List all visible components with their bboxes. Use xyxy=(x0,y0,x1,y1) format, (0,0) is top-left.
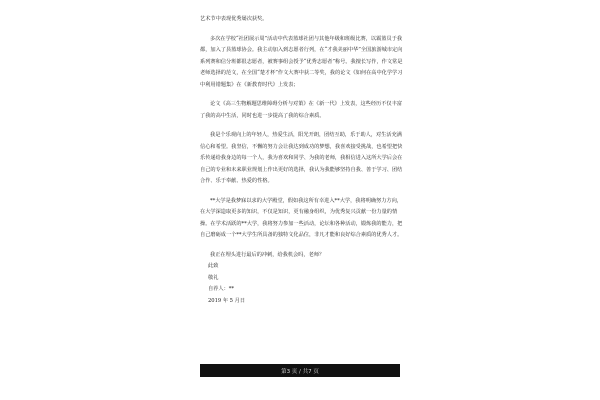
signature-line: 自荐人：** xyxy=(208,286,234,292)
paragraph-4: 我是个乐观向上的年轻人，热爱生活，阳光开朗，团结互助，乐于助人，对生活充满信心和希望。我坚信，不懈的努力会让我达到成功的梦想，我喜欢接受挑战，也希望把快乐传递给我身边的每一个人，我为喜欢和同学、为我的老师，我相信进入这所大学后会在自己的专业和未来职业规划上作出更好的选择，我认为我能够坚持自我、善于学习、团结合作、乐于奉献、热爱的性格。 xyxy=(200,132,403,184)
page-indicator-bar xyxy=(200,364,400,377)
paragraph-3: 论文《高三生物解题思维障碍分析与对策》在《新一代》上发表，这些经历不仅丰富了我的高中生活，同时也进一步提高了我的综合素质。 xyxy=(200,101,402,119)
paragraph-6: 我正在埋头进行最后的冲刺，给我机会吗，老师？ xyxy=(210,251,325,258)
page-indicator: 第3 页 / 共7 页 xyxy=(281,368,319,375)
paragraph-2: 多次在学校“社团展示周”活动中代表篮球社团与其他年级和班级比赛，以霸篮员于我都，加入了县篮球协会。我主动加入到志愿者行列，在“才我美丽中华”全国旅游城市定向系列赛和信分班都很志愿者，被赛事组会授予“优秀志愿者”称号。我擅长写作，作文常是老师选择的范文，在全国“楚才杯”作文大赛中获二等奖，我的论文《如何在高中化学学习中利用错题集》在《新教育时代》上发表； xyxy=(200,35,403,88)
paragraph-1: 艺术节中表现优秀屡次获奖。 xyxy=(200,16,268,22)
closing-regards: 敬礼 xyxy=(208,274,219,281)
letter-body xyxy=(200,14,405,307)
paragraph-5: **大学是我梦寐以求的大学殿堂，假如我这所有幸进入**大学，我将明确努力方向，在大学深造取更多的知识，不仅是知识，更有融身组织，为优秀复兴贡献一份力量的情操。在学术活跃的**大学，我将努力参加一些活动，论坛和各种活动，锻炼我的能力，把自己磨砺成一个**大学生所具备的独特文化品位，非凡才能和良好综合素质的优秀人才。 xyxy=(200,197,403,238)
date-line: 2019 年 5 月日 xyxy=(208,297,246,304)
closing-salutation: 此致 xyxy=(208,263,219,269)
